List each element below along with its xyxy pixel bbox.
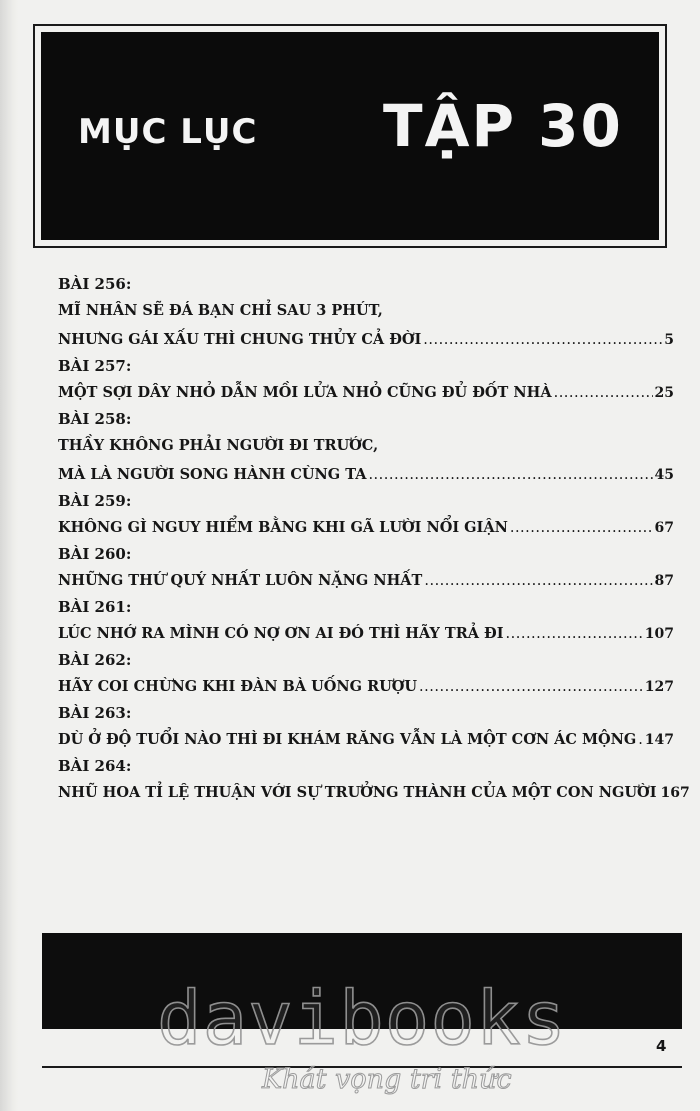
toc-title-text: MÀ LÀ NGƯỜI SONG HÀNH CÙNG TA [58,466,367,483]
toc-entry-number: BÀI 264: [58,757,132,775]
toc-page-number: 87 [654,573,674,589]
toc-page-number: 5 [664,332,674,348]
dot-leader [424,567,652,596]
toc-title-line [58,619,674,648]
toc-title-text: NHŨ HOA TỈ LỆ THUẬN VỚI SỰ TRƯỞNG THÀNH CỦA MỘT CON NGƯỜI [58,784,657,801]
toc-title-text: HÃY COI CHỪNG KHI ĐÀN BÀ UỐNG RƯỢU [58,678,418,695]
toc-title-line [58,672,674,701]
page-edge-shadow [0,0,18,1111]
toc-entry [58,489,674,542]
toc-entry [58,354,674,407]
toc-title-line [58,431,674,460]
toc-title-text: MĨ NHÂN SẼ ĐÁ BẠN CHỈ SAU 3 PHÚT, [58,302,383,319]
toc-title-text: LÚC NHỚ RA MÌNH CÓ NỢ ƠN AI ĐÓ THÌ HÃY TRẢ ĐI [58,625,504,642]
toc-title-text: NHỮNG THỨ QUÝ NHẤT LUÔN NẶNG NHẤT [58,572,423,589]
watermark-tagline: Khát vọng tri thức [262,1064,512,1095]
page-number: 4 [656,1037,667,1055]
toc-entry-number: BÀI 259: [58,492,132,510]
toc-page-number: 45 [654,467,674,483]
toc-entry-number: BÀI 258: [58,410,132,428]
toc-entry-number: BÀI 263: [58,704,132,722]
toc-title-text: NHƯNG GÁI XẤU THÌ CHUNG THỦY CẢ ĐỜI [58,331,422,348]
toc-title-line [58,566,674,595]
toc-page-number: 25 [654,385,674,401]
toc-page-number: 127 [644,679,674,695]
toc-entry-number: BÀI 262: [58,651,132,669]
toc-title-line [58,460,674,489]
toc-title-text: DÙ Ở ĐỘ TUỔI NÀO THÌ ĐI KHÁM RĂNG VẪN LÀ MỘT CƠN ÁC MỘNG [58,731,637,748]
toc-title-text: KHÔNG GÌ NGUY HIỂM BẰNG KHI GÃ LƯỜI NỔI GIẬN [58,519,508,536]
toc-title-line [58,296,674,325]
toc-entry [58,595,674,648]
toc-page-number: 167 [660,785,690,801]
toc-title-text: THẦY KHÔNG PHẢI NGƯỜI ĐI TRƯỚC, [58,437,379,454]
dot-leader [638,726,642,755]
toc-entry-number: BÀI 257: [58,357,132,375]
watermark-logo: davibooks [157,976,567,1062]
dot-leader [419,673,643,702]
table-of-contents [58,272,690,807]
toc-page-number: 107 [644,626,674,642]
toc-entry-number: BÀI 256: [58,275,132,293]
toc-title-line [58,378,674,407]
toc-title-line [58,325,674,354]
toc-title-line [58,513,674,542]
toc-entry [58,701,674,754]
toc-entry [58,542,674,595]
toc-entry [58,754,690,807]
dot-leader [423,326,662,355]
dot-leader [510,514,653,543]
dot-leader [554,379,653,408]
toc-title-line [58,725,674,754]
dot-leader [506,620,643,649]
toc-title-line [58,778,690,807]
toc-page-number: 67 [654,520,674,536]
toc-entry [58,407,674,489]
toc-title-text: MỘT SỢI DÂY NHỎ DẪN MỒI LỬA NHỎ CŨNG ĐỦ ĐỐT NHÀ [58,384,552,401]
toc-entry-number: BÀI 260: [58,545,132,563]
toc-entry-number: BÀI 261: [58,598,132,616]
toc-entry [58,648,674,701]
toc-page-number: 147 [644,732,674,748]
toc-entry [58,272,674,354]
dot-leader [368,461,652,490]
toc-heading: MỤC LỤC [78,112,258,152]
volume-label: TẬP 30 [383,92,623,160]
